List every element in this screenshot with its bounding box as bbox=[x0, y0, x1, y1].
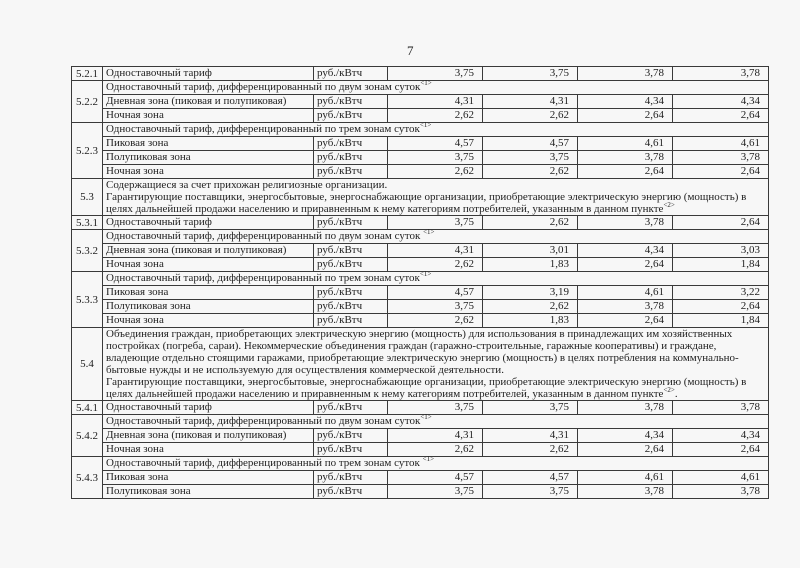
unit-cell: руб./кВтч bbox=[314, 429, 388, 443]
value-cell: 2,62 bbox=[388, 258, 483, 272]
tariff-label: Ночная зона bbox=[103, 165, 314, 179]
unit-cell: руб./кВтч bbox=[314, 443, 388, 457]
value-cell: 3,75 bbox=[483, 67, 578, 81]
description-line: Гарантирующие поставщики, энергосбытовые, энергоснабжающие организации, приобретающие электрическую энергию (мощность) в bbox=[106, 191, 747, 203]
value-cell: 4,34 bbox=[673, 429, 769, 443]
value-cell: 2,62 bbox=[388, 314, 483, 328]
table-row bbox=[72, 151, 769, 165]
heading-text: Одноставочный тариф, дифференцированный по трем зонам суток bbox=[106, 457, 420, 469]
unit-cell: руб./кВтч bbox=[314, 67, 388, 81]
heading-text: Одноставочный тариф, дифференцированный по двум зонам суток bbox=[106, 230, 421, 242]
value-cell: 3,78 bbox=[578, 300, 673, 314]
unit-cell: руб./кВтч bbox=[314, 216, 388, 230]
description-line bbox=[106, 203, 765, 215]
value-cell: 2,64 bbox=[673, 165, 769, 179]
value-cell: 3,75 bbox=[388, 485, 483, 499]
unit-cell: руб./кВтч bbox=[314, 165, 388, 179]
table-row bbox=[72, 244, 769, 258]
tariff-label: Полупиковая зона bbox=[103, 151, 314, 165]
value-cell: 2,64 bbox=[578, 109, 673, 123]
heading-text: Одноставочный тариф, дифференцированный по трем зонам суток bbox=[106, 272, 420, 284]
value-cell: 3,78 bbox=[673, 151, 769, 165]
unit-cell: руб./кВтч bbox=[314, 258, 388, 272]
description-text: . bbox=[674, 388, 678, 400]
value-cell: 3,75 bbox=[483, 151, 578, 165]
row-number: 5.4.3 bbox=[72, 457, 103, 499]
value-cell: 4,31 bbox=[483, 95, 578, 109]
tariff-label: Одноставочный тариф bbox=[103, 216, 314, 230]
footnote-ref: <2> bbox=[663, 201, 675, 209]
value-cell: 4,57 bbox=[483, 137, 578, 151]
row-number: 5.3 bbox=[72, 179, 103, 216]
value-cell: 2,62 bbox=[483, 165, 578, 179]
tariff-label: Одноставочный тариф bbox=[103, 401, 314, 415]
table-row bbox=[72, 272, 769, 286]
table-row bbox=[72, 328, 769, 401]
row-number: 5.3.2 bbox=[72, 230, 103, 272]
subsection-heading bbox=[103, 123, 769, 137]
value-cell: 4,57 bbox=[483, 471, 578, 485]
footnote-ref: <1> bbox=[423, 228, 435, 236]
description-line: владеющие отдельно стоящими гаражами, приобретающие электрическую энергию (мощность) в целях потребления на коммунально- bbox=[106, 352, 739, 364]
table-row bbox=[72, 457, 769, 471]
footnote-ref: <1> bbox=[420, 413, 432, 421]
value-cell: 3,78 bbox=[578, 485, 673, 499]
description-line: бытовые нужды и не используемую для осуществления коммерческой деятельности. bbox=[106, 364, 504, 376]
value-cell: 1,83 bbox=[483, 258, 578, 272]
value-cell: 3,75 bbox=[388, 151, 483, 165]
unit-cell: руб./кВтч bbox=[314, 286, 388, 300]
value-cell: 4,57 bbox=[388, 137, 483, 151]
description-text: целях дальнейшей продажи населению и приравненным к нему категориям потребителей, указанным в данном пункте bbox=[106, 203, 664, 215]
tariff-label: Дневная зона (пиковая и полупиковая) bbox=[103, 95, 314, 109]
table-row bbox=[72, 230, 769, 244]
value-cell: 1,83 bbox=[483, 314, 578, 328]
tariff-label: Ночная зона bbox=[103, 258, 314, 272]
table-row bbox=[72, 471, 769, 485]
tariff-label: Полупиковая зона bbox=[103, 300, 314, 314]
table-row bbox=[72, 415, 769, 429]
tariff-table bbox=[71, 66, 769, 499]
value-cell: 2,62 bbox=[483, 300, 578, 314]
footnote-ref: <2> bbox=[663, 386, 675, 394]
row-number: 5.4.1 bbox=[72, 401, 103, 415]
value-cell: 3,75 bbox=[483, 485, 578, 499]
unit-cell: руб./кВтч bbox=[314, 485, 388, 499]
row-number: 5.3.3 bbox=[72, 272, 103, 328]
description-line: Содержащиеся за счет прихожан религиозные организации. bbox=[106, 179, 388, 191]
value-cell: 3,01 bbox=[483, 244, 578, 258]
unit-cell: руб./кВтч bbox=[314, 95, 388, 109]
tariff-label: Ночная зона bbox=[103, 109, 314, 123]
value-cell: 4,61 bbox=[578, 286, 673, 300]
heading-text: Одноставочный тариф, дифференцированный по двум зонам суток bbox=[106, 415, 421, 427]
unit-cell: руб./кВтч bbox=[314, 401, 388, 415]
value-cell: 3,75 bbox=[388, 401, 483, 415]
value-cell: 2,64 bbox=[673, 443, 769, 457]
row-number: 5.2.1 bbox=[72, 67, 103, 81]
subsection-heading bbox=[103, 457, 769, 471]
footnote-ref: <1> bbox=[420, 79, 432, 87]
value-cell: 4,34 bbox=[673, 95, 769, 109]
row-number: 5.2.2 bbox=[72, 81, 103, 123]
table-row bbox=[72, 123, 769, 137]
section-description bbox=[103, 328, 769, 401]
description-line: постройках (погреба, сараи). Некоммерческие объединения граждан (гаражно-строительные, гаражные кооперативы) и граждане, bbox=[106, 340, 717, 352]
value-cell: 2,64 bbox=[673, 300, 769, 314]
value-cell: 4,61 bbox=[578, 137, 673, 151]
value-cell: 3,75 bbox=[483, 401, 578, 415]
value-cell: 2,62 bbox=[388, 109, 483, 123]
value-cell: 4,34 bbox=[578, 95, 673, 109]
value-cell: 2,62 bbox=[483, 109, 578, 123]
footnote-ref: <1> bbox=[419, 121, 432, 129]
subsection-heading bbox=[103, 81, 769, 95]
description-line bbox=[106, 388, 765, 400]
table-row bbox=[72, 286, 769, 300]
tariff-label: Пиковая зона bbox=[103, 286, 314, 300]
value-cell: 2,64 bbox=[578, 165, 673, 179]
table-row bbox=[72, 95, 769, 109]
value-cell: 4,57 bbox=[388, 286, 483, 300]
value-cell: 3,78 bbox=[578, 151, 673, 165]
value-cell: 3,75 bbox=[388, 216, 483, 230]
tariff-label: Полупиковая зона bbox=[103, 485, 314, 499]
value-cell: 4,61 bbox=[578, 471, 673, 485]
heading-text: Одноставочный тариф, дифференцированный по трем зонам суток bbox=[106, 123, 420, 135]
unit-cell: руб./кВтч bbox=[314, 300, 388, 314]
value-cell: 4,57 bbox=[388, 471, 483, 485]
tariff-label: Дневная зона (пиковая и полупиковая) bbox=[103, 244, 314, 258]
tariff-label: Пиковая зона bbox=[103, 137, 314, 151]
description-text: целях дальнейшей продажи населению и приравненным к нему категориям потребителей, указанным в данном пункте bbox=[106, 388, 664, 400]
footnote-ref: <1> bbox=[419, 270, 432, 278]
value-cell: 2,64 bbox=[578, 443, 673, 457]
unit-cell: руб./кВтч bbox=[314, 314, 388, 328]
value-cell: 3,78 bbox=[578, 67, 673, 81]
value-cell: 4,61 bbox=[673, 471, 769, 485]
value-cell: 3,78 bbox=[578, 216, 673, 230]
unit-cell: руб./кВтч bbox=[314, 109, 388, 123]
value-cell: 4,31 bbox=[388, 429, 483, 443]
table-row bbox=[72, 179, 769, 216]
value-cell: 4,31 bbox=[388, 95, 483, 109]
value-cell: 2,64 bbox=[673, 109, 769, 123]
value-cell: 3,75 bbox=[388, 300, 483, 314]
value-cell: 2,62 bbox=[388, 443, 483, 457]
value-cell: 3,78 bbox=[673, 401, 769, 415]
value-cell: 3,78 bbox=[673, 485, 769, 499]
value-cell: 3,78 bbox=[578, 401, 673, 415]
row-number: 5.3.1 bbox=[72, 216, 103, 230]
row-number: 5.2.3 bbox=[72, 123, 103, 179]
value-cell: 3,75 bbox=[388, 67, 483, 81]
table-row bbox=[72, 216, 769, 230]
value-cell: 2,62 bbox=[483, 216, 578, 230]
subsection-heading bbox=[103, 415, 769, 429]
unit-cell: руб./кВтч bbox=[314, 151, 388, 165]
tariff-label: Дневная зона (пиковая и полупиковая) bbox=[103, 429, 314, 443]
tariff-label: Пиковая зона bbox=[103, 471, 314, 485]
tariff-label: Ночная зона bbox=[103, 443, 314, 457]
value-cell: 2,62 bbox=[483, 443, 578, 457]
value-cell: 4,61 bbox=[673, 137, 769, 151]
unit-cell: руб./кВтч bbox=[314, 471, 388, 485]
value-cell: 2,64 bbox=[673, 216, 769, 230]
value-cell: 2,62 bbox=[388, 165, 483, 179]
value-cell: 4,31 bbox=[388, 244, 483, 258]
value-cell: 3,19 bbox=[483, 286, 578, 300]
table-row bbox=[72, 443, 769, 457]
subsection-heading bbox=[103, 272, 769, 286]
value-cell: 2,64 bbox=[578, 314, 673, 328]
table-row bbox=[72, 165, 769, 179]
footnote-ref: <1> bbox=[422, 455, 435, 463]
value-cell: 1,84 bbox=[673, 258, 769, 272]
table-row bbox=[72, 429, 769, 443]
value-cell: 4,31 bbox=[483, 429, 578, 443]
value-cell: 1,84 bbox=[673, 314, 769, 328]
heading-text: Одноставочный тариф, дифференцированный по двум зонам суток bbox=[106, 81, 421, 93]
value-cell: 2,64 bbox=[578, 258, 673, 272]
value-cell: 3,22 bbox=[673, 286, 769, 300]
value-cell: 3,03 bbox=[673, 244, 769, 258]
section-description bbox=[103, 179, 769, 216]
value-cell: 4,34 bbox=[578, 429, 673, 443]
tariff-label: Одноставочный тариф bbox=[103, 67, 314, 81]
table-row bbox=[72, 300, 769, 314]
row-number: 5.4 bbox=[72, 328, 103, 401]
table-row bbox=[72, 314, 769, 328]
table-row bbox=[72, 81, 769, 95]
description-line: Объединения граждан, приобретающих электрическую энергию (мощность) для использования в принадлежащих им хозяйственных bbox=[106, 328, 733, 340]
unit-cell: руб./кВтч bbox=[314, 137, 388, 151]
subsection-heading bbox=[103, 230, 769, 244]
table-row bbox=[72, 485, 769, 499]
value-cell: 3,78 bbox=[673, 67, 769, 81]
table-row bbox=[72, 137, 769, 151]
tariff-label: Ночная зона bbox=[103, 314, 314, 328]
page-number: 7 bbox=[407, 43, 414, 58]
row-number: 5.4.2 bbox=[72, 415, 103, 457]
value-cell: 4,34 bbox=[578, 244, 673, 258]
description-line: Гарантирующие поставщики, энергосбытовые, энергоснабжающие организации, приобретающие электрическую энергию (мощность) в bbox=[106, 376, 747, 388]
unit-cell: руб./кВтч bbox=[314, 244, 388, 258]
